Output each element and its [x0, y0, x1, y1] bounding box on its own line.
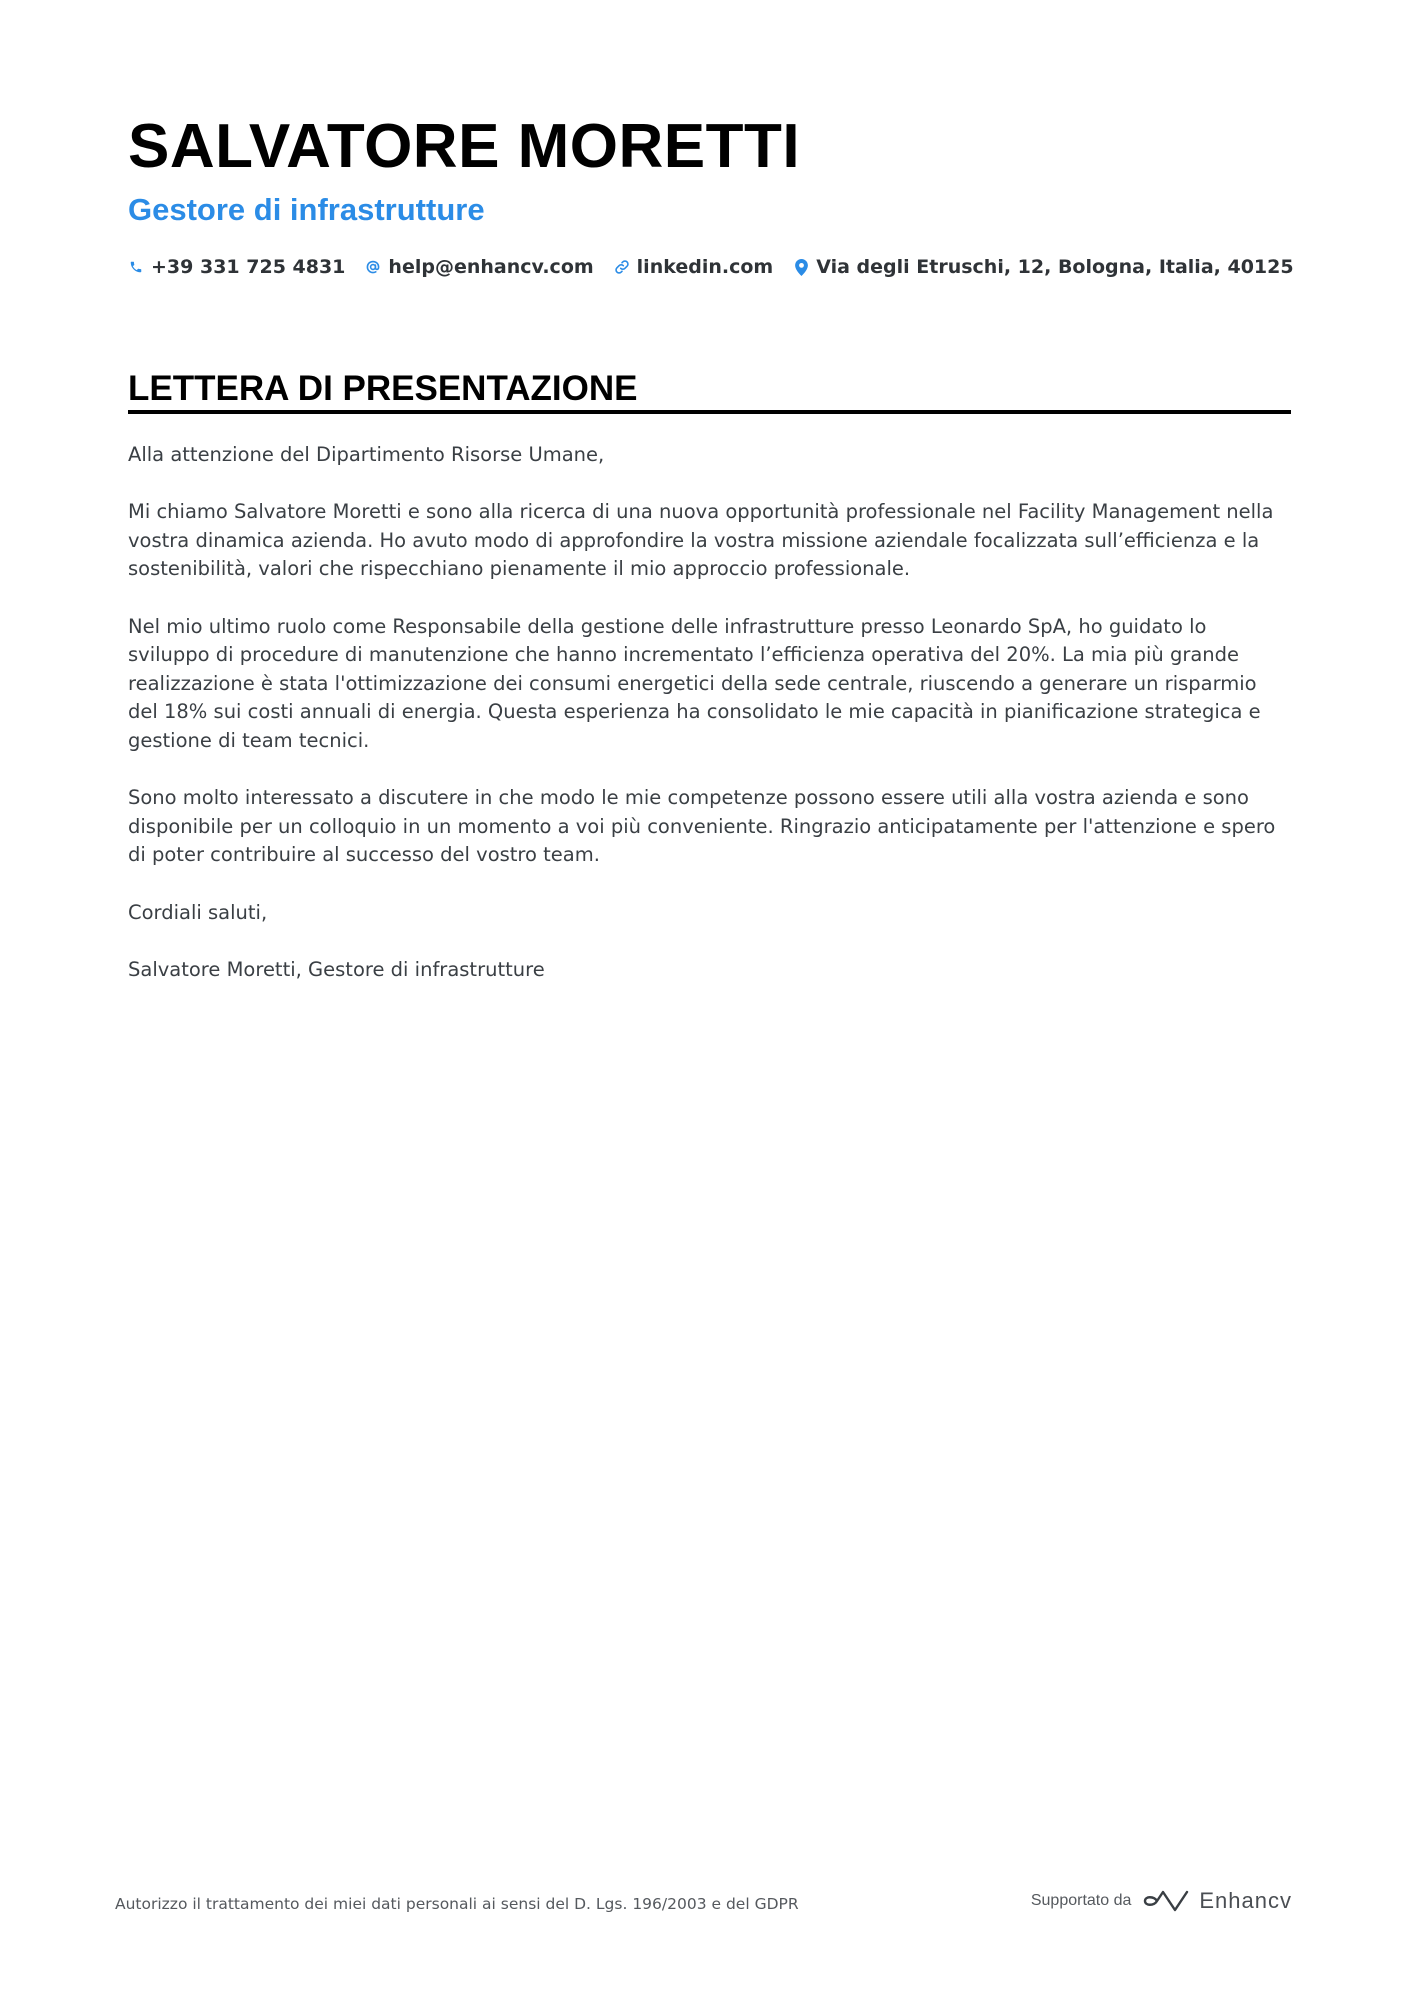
enhancv-logo-icon: [1143, 1889, 1189, 1913]
letter-closing: Cordiali saluti,: [128, 900, 268, 924]
privacy-consent: Autorizzo il trattamento dei miei dati personali ai sensi del D. Lgs. 196/2003 e del GDPR: [115, 1895, 799, 1913]
brand-name: Enhancv: [1199, 1888, 1292, 1913]
powered-by-label: Supportato da: [1030, 1892, 1132, 1909]
at-icon: [365, 257, 381, 277]
section-divider: [128, 410, 1291, 414]
link-icon: [614, 257, 630, 277]
contact-phone[interactable]: [128, 253, 345, 281]
contact-phone-text: +39 331 725 4831: [151, 256, 346, 278]
enhancv-logo: [1143, 1888, 1292, 1914]
contact-bar: [128, 253, 1314, 281]
section-title: LETTERA DI PRESENTAZIONE: [128, 369, 638, 408]
letter-paragraph-1: Mi chiamo Salvatore Moretti e sono alla ricerca di una nuova opportunità professionale nel Facility Management nella vostra dinamica azienda. Ho avuto modo di approfondire la vostra missione aziendale focalizzata sull’efficienza e la sostenibilità, valori che rispecchiano pienamente il mio approccio professionale.: [128, 500, 1274, 581]
contact-linkedin[interactable]: [614, 253, 774, 281]
contact-address: [793, 253, 1293, 281]
job-title: Gestore di infrastrutture: [128, 192, 485, 227]
location-icon: [793, 257, 809, 277]
letter-body: [128, 441, 1291, 1013]
powered-by[interactable]: [1031, 1888, 1292, 1914]
candidate-name: SALVATORE MORETTI: [128, 112, 801, 181]
contact-address-text: Via degli Etruschi, 12, Bologna, Italia, 40125: [816, 256, 1294, 278]
letter-greeting: Alla attenzione del Dipartimento Risorse Umane,: [128, 443, 605, 466]
letter-paragraph-3: Sono molto interessato a discutere in che modo le mie competenze possono essere utili alla vostra azienda e sono disponibile per un colloquio in un momento a voi più conveniente. Ringrazio anticipatamente per l'attenzione e spero di poter contribuire al successo del vostro team.: [128, 786, 1276, 867]
letter-signature: Salvatore Moretti, Gestore di infrastrutture: [128, 957, 545, 981]
contact-linkedin-text: linkedin.com: [636, 256, 774, 278]
contact-email[interactable]: [365, 253, 593, 281]
letter-paragraph-2: Nel mio ultimo ruolo come Responsabile della gestione delle infrastrutture presso Leonardo SpA, ho guidato lo sviluppo di procedure di manutenzione che hanno incrementato l’efficienza operativa del 20%. La mia più grande realizzazione è stata l'ottimizzazione dei consumi energetici della sede centrale, riuscendo a generare un risparmio del 18% sui costi annuali di energia. Questa esperienza ha consolidato le mie capacità in pianificazione strategica e gestione di team tecnici.: [128, 614, 1261, 752]
phone-icon: [128, 257, 144, 277]
contact-email-text: help@enhancv.com: [388, 256, 594, 278]
